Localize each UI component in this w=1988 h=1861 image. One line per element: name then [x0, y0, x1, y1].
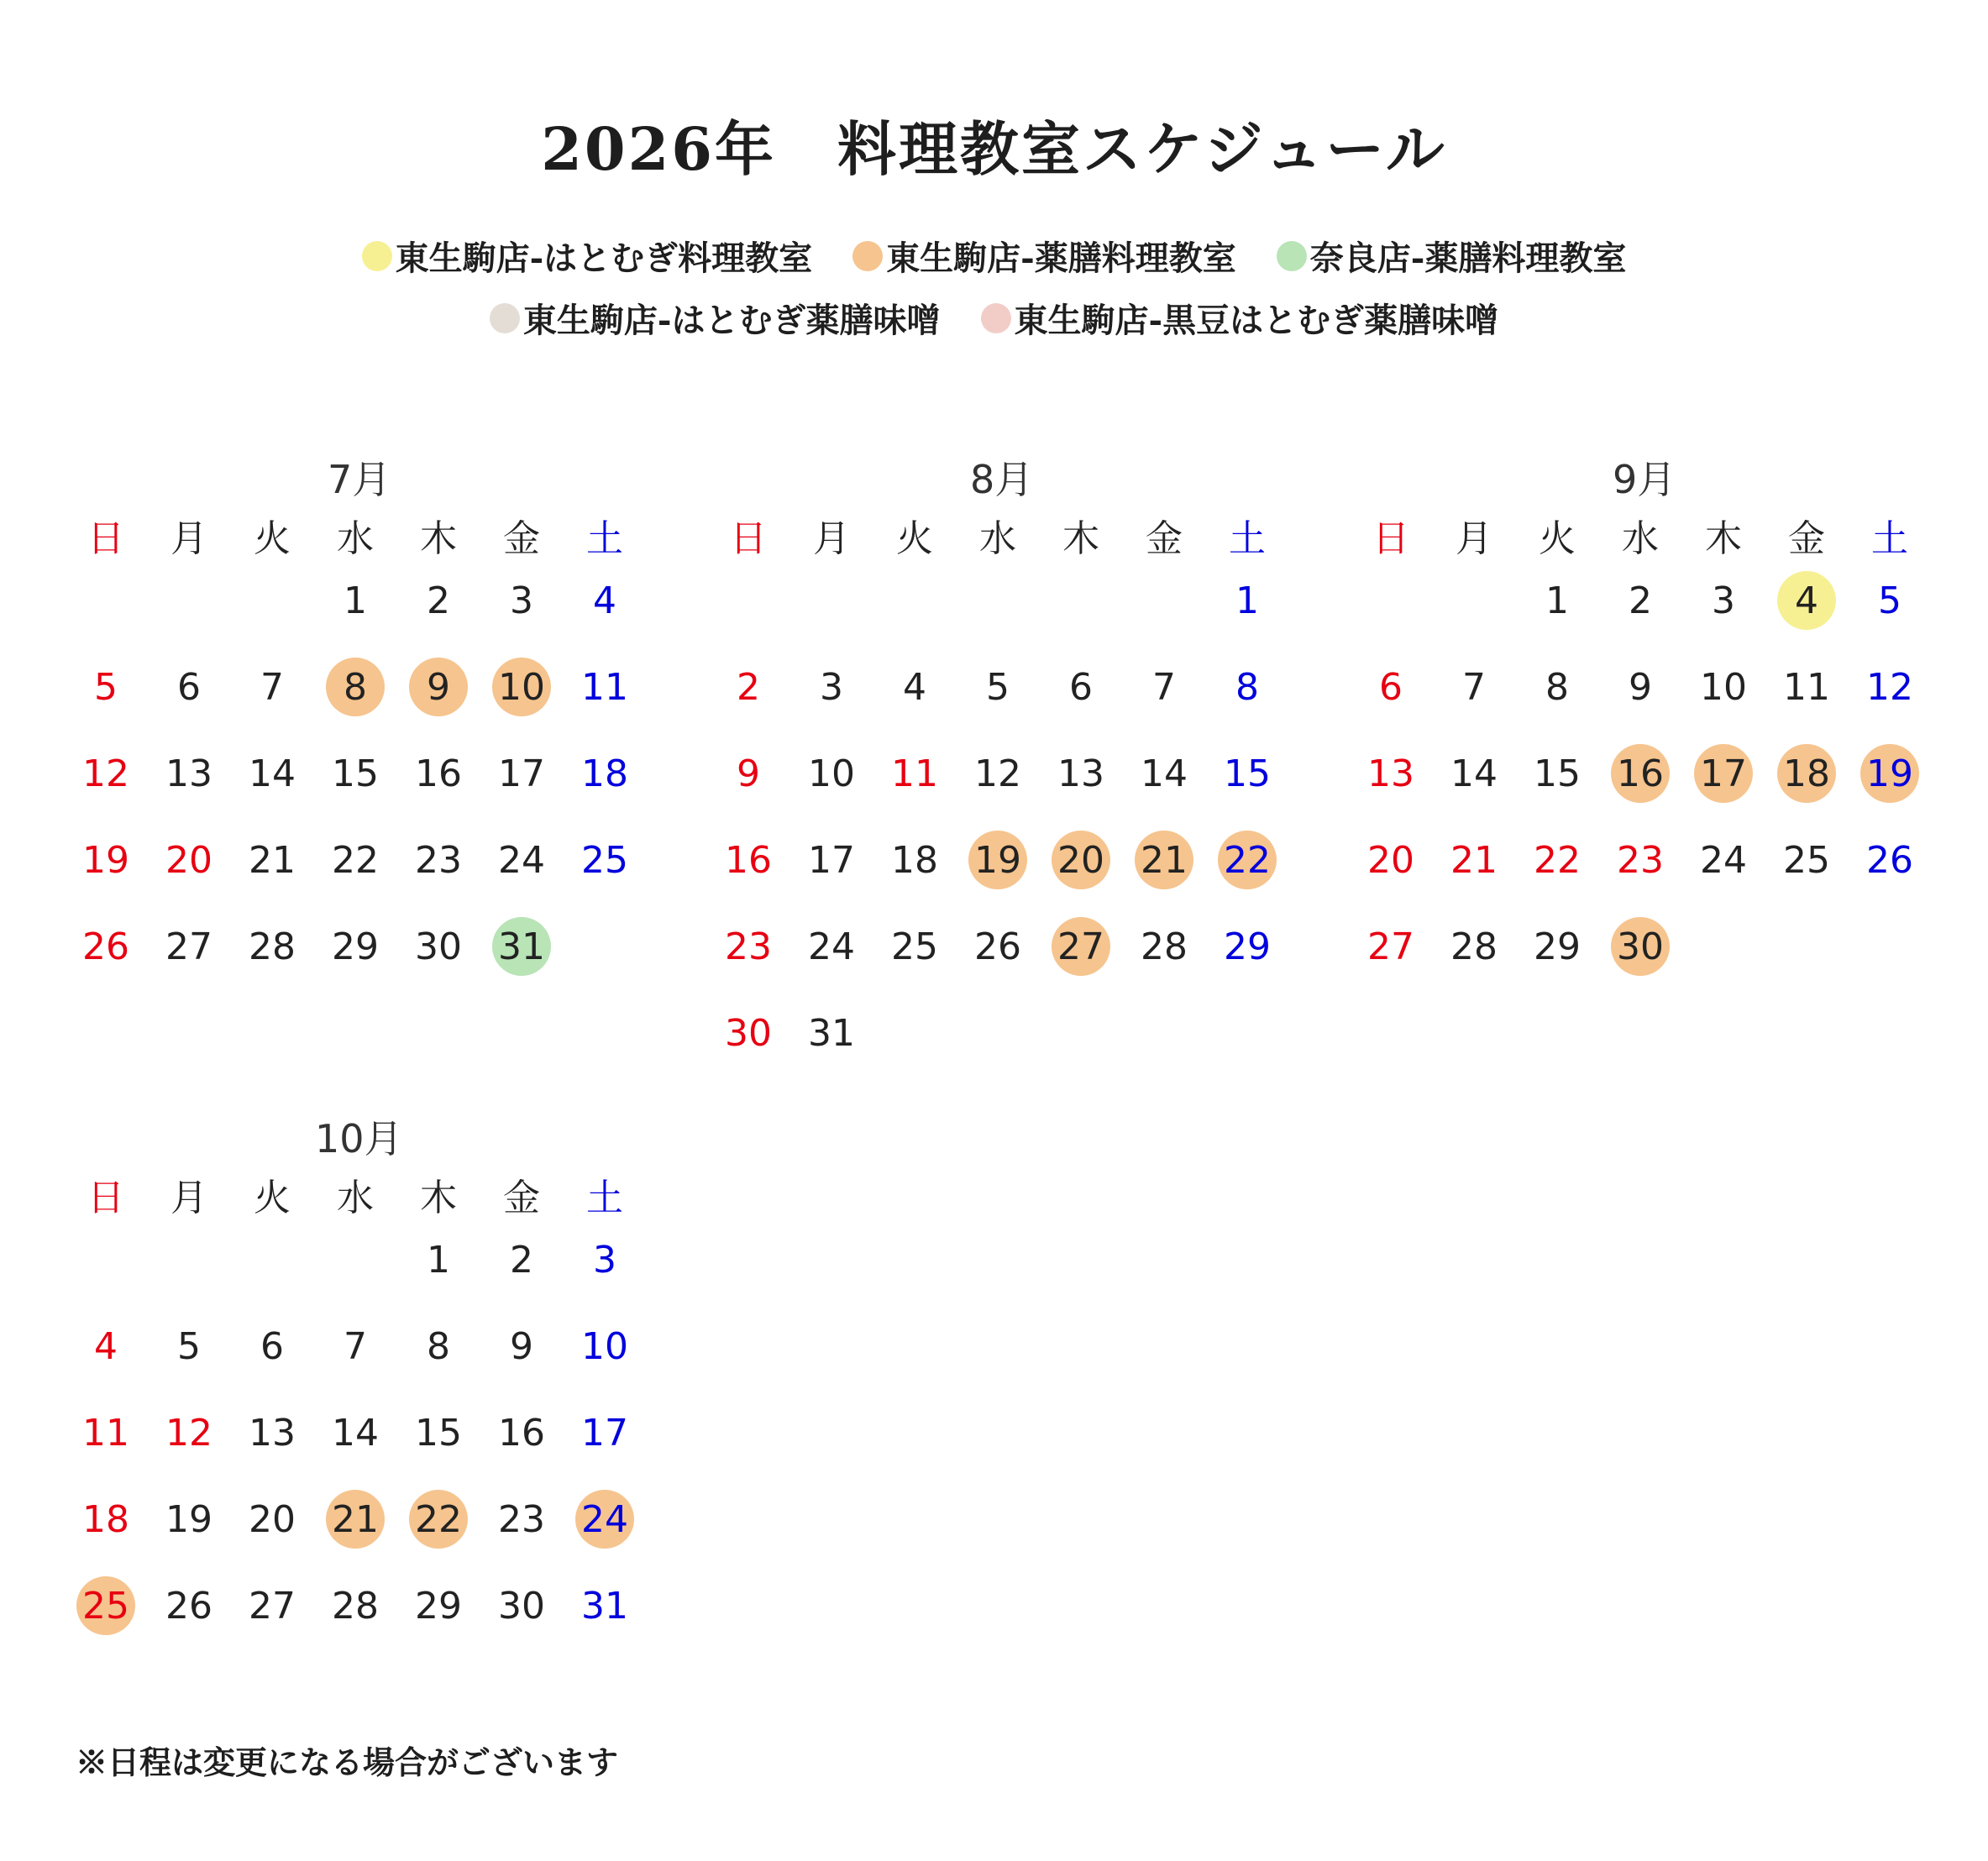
calendar-day: 9	[510, 1324, 533, 1368]
calendar-day: 21	[249, 838, 296, 882]
class-day: 31	[492, 917, 551, 976]
page-title: 2026年 料理教室スケジュール	[541, 114, 1447, 184]
calendar-day: 7	[1462, 665, 1486, 709]
legend-dot-icon	[490, 303, 520, 333]
month-title: 10月	[315, 1116, 403, 1161]
calendar-day: 9	[1629, 665, 1652, 709]
class-day: 19	[1860, 744, 1919, 803]
class-day: 27	[1052, 917, 1110, 976]
weekday-header: 木	[420, 517, 457, 560]
class-day: 22	[409, 1490, 468, 1549]
calendar-day: 12	[974, 752, 1021, 795]
calendar-day: 6	[260, 1324, 284, 1368]
calendar-day: 23	[498, 1497, 545, 1541]
calendar-day: 5	[986, 665, 1010, 709]
legend-item-yakuzen-cooking	[852, 232, 1236, 280]
legend-dot-icon	[852, 241, 883, 271]
legend-item-nara-yakuzen-cooking	[1277, 232, 1627, 280]
calendar-day: 3	[820, 665, 843, 709]
calendar-day: 19	[165, 1497, 212, 1541]
weekday-header: 金	[503, 517, 540, 560]
calendar-day: 2	[427, 579, 450, 622]
calendar-day: 27	[1367, 925, 1414, 968]
legend-label: 東生駒店-薬膳料理教室	[886, 239, 1236, 278]
class-day: 21	[326, 1490, 385, 1549]
legend-item-kuromame-miso	[981, 294, 1499, 342]
calendar-day: 6	[1379, 665, 1403, 709]
calendar-day: 1	[1545, 579, 1569, 622]
weekday-header: 水	[337, 517, 374, 560]
calendar-day: 10	[581, 1324, 628, 1368]
calendar-day: 2	[737, 665, 760, 709]
calendar-day: 31	[808, 1011, 855, 1055]
legend-label: 東生駒店-はとむぎ料理教室	[395, 239, 813, 278]
weekday-header: 水	[979, 517, 1016, 560]
calendar-day: 24	[808, 925, 855, 968]
calendar-day: 9	[737, 752, 760, 795]
calendar-day: 13	[1367, 752, 1414, 795]
calendar-day: 17	[808, 838, 855, 882]
calendar-day: 1	[344, 579, 367, 622]
calendar-day: 7	[344, 1324, 367, 1368]
calendar-day: 8	[1545, 665, 1569, 709]
legend-label: 東生駒店-はとむぎ薬膳味噌	[522, 301, 941, 340]
calendar-day: 28	[1450, 925, 1498, 968]
calendar-day: 5	[1878, 579, 1901, 622]
calendar-day: 1	[1235, 579, 1259, 622]
weekday-header: 水	[337, 1177, 374, 1219]
calendar-day: 28	[332, 1584, 379, 1628]
calendar-day: 15	[1534, 752, 1581, 795]
class-day: 21	[1135, 831, 1193, 889]
calendar-day: 11	[82, 1411, 129, 1455]
calendar-day: 18	[82, 1497, 129, 1541]
calendar-day: 7	[1152, 665, 1176, 709]
month-title: 9月	[1613, 457, 1676, 502]
weekday-header: 木	[1705, 517, 1742, 560]
calendar-day: 17	[581, 1411, 628, 1455]
class-day: 17	[1694, 744, 1753, 803]
calendar-day: 8	[427, 1324, 450, 1368]
calendar-day: 28	[1141, 925, 1188, 968]
calendar-day: 23	[415, 838, 462, 882]
class-day: 22	[1218, 831, 1277, 889]
weekday-header: 火	[254, 517, 291, 560]
class-day: 9	[409, 658, 468, 716]
calendar-day: 30	[498, 1584, 545, 1628]
weekday-header: 月	[170, 517, 207, 560]
calendar-day: 30	[415, 925, 462, 968]
calendar-day: 15	[415, 1411, 462, 1455]
weekday-header: 火	[254, 1177, 291, 1219]
legend-dot-icon	[362, 241, 392, 271]
calendar-day: 26	[82, 925, 129, 968]
calendar-day: 16	[725, 838, 772, 882]
schedule-note: ※日程は変更になる場合がございます	[76, 1743, 619, 1781]
class-day: 24	[575, 1490, 634, 1549]
calendar-day: 18	[891, 838, 938, 882]
legend-label: 奈良店-薬膳料理教室	[1309, 239, 1627, 278]
weekday-header: 木	[420, 1177, 457, 1219]
calendar-day: 14	[332, 1411, 379, 1455]
weekday-header: 金	[503, 1177, 540, 1219]
calendar-day: 12	[82, 752, 129, 795]
calendar-day: 13	[249, 1411, 296, 1455]
calendar-day: 28	[249, 925, 296, 968]
calendar-day: 14	[249, 752, 296, 795]
weekday-header: 金	[1146, 517, 1183, 560]
calendar-day: 12	[1866, 665, 1913, 709]
calendar-day: 20	[1367, 838, 1414, 882]
legend-item-hatomugi-miso	[490, 294, 941, 342]
class-day: 19	[968, 831, 1027, 889]
calendar-day: 7	[260, 665, 284, 709]
calendar-day: 13	[165, 752, 212, 795]
calendar-day: 13	[1057, 752, 1104, 795]
calendar-day: 5	[94, 665, 118, 709]
weekday-header: 木	[1062, 517, 1099, 560]
weekday-header: 土	[1871, 517, 1908, 560]
calendar-day: 4	[593, 579, 616, 622]
calendar-day: 21	[1450, 838, 1498, 882]
legend-row-1	[0, 232, 1988, 280]
calendar-day: 25	[1783, 838, 1830, 882]
calendar-day: 31	[581, 1584, 628, 1628]
calendar-day: 29	[332, 925, 379, 968]
calendar-day: 23	[725, 925, 772, 968]
calendar-day: 16	[498, 1411, 545, 1455]
calendar-day: 27	[249, 1584, 296, 1628]
legend-item-hatomugi-cooking	[362, 232, 813, 280]
calendar-day: 12	[165, 1411, 212, 1455]
weekday-header: 日	[730, 517, 767, 560]
calendar-day: 2	[510, 1238, 533, 1282]
calendar-day: 11	[891, 752, 938, 795]
weekday-header: 月	[1456, 517, 1492, 560]
legend-row-2	[0, 294, 1988, 342]
weekday-header: 水	[1622, 517, 1659, 560]
calendar-day: 26	[165, 1584, 212, 1628]
calendar-day: 18	[581, 752, 628, 795]
month-title: 7月	[328, 457, 391, 502]
calendar-day: 17	[498, 752, 545, 795]
calendar-day: 4	[94, 1324, 118, 1368]
calendar-day: 3	[510, 579, 533, 622]
weekday-header: 火	[1539, 517, 1576, 560]
calendar-day: 10	[808, 752, 855, 795]
calendar-day: 22	[332, 838, 379, 882]
legend-dot-icon	[981, 303, 1011, 333]
calendar-day: 16	[415, 752, 462, 795]
calendar-day: 11	[581, 665, 628, 709]
calendar-day: 26	[974, 925, 1021, 968]
calendar-day: 3	[1712, 579, 1735, 622]
calendar-day: 29	[415, 1584, 462, 1628]
weekday-header: 金	[1788, 517, 1825, 560]
calendar-day: 23	[1617, 838, 1664, 882]
calendar-day: 8	[1235, 665, 1259, 709]
weekday-header: 土	[586, 1177, 623, 1219]
weekday-header: 日	[87, 1177, 124, 1219]
calendar-day: 20	[165, 838, 212, 882]
calendar-day: 14	[1141, 752, 1188, 795]
class-day: 30	[1611, 917, 1670, 976]
calendar-day: 5	[177, 1324, 201, 1368]
calendar-day: 6	[177, 665, 201, 709]
weekday-header: 日	[87, 517, 124, 560]
weekday-header: 土	[1229, 517, 1266, 560]
class-day: 16	[1611, 744, 1670, 803]
class-day: 18	[1777, 744, 1836, 803]
calendar-day: 11	[1783, 665, 1830, 709]
calendar-day: 19	[82, 838, 129, 882]
calendar-day: 30	[725, 1011, 772, 1055]
calendar-day: 26	[1866, 838, 1913, 882]
class-day: 25	[76, 1576, 135, 1635]
calendar-day: 15	[332, 752, 379, 795]
calendar-day: 29	[1534, 925, 1581, 968]
calendar-day: 14	[1450, 752, 1498, 795]
weekday-header: 月	[170, 1177, 207, 1219]
class-day: 10	[492, 658, 551, 716]
calendar-day: 6	[1069, 665, 1093, 709]
calendar-day: 22	[1534, 838, 1581, 882]
legend-label: 東生駒店-黒豆はとむぎ薬膳味噌	[1014, 301, 1499, 340]
calendar-day: 24	[1700, 838, 1747, 882]
calendar-day: 4	[903, 665, 926, 709]
class-day: 8	[326, 658, 385, 716]
calendar-day: 25	[891, 925, 938, 968]
weekday-header: 月	[813, 517, 850, 560]
calendar-day: 25	[581, 838, 628, 882]
calendar-day: 2	[1629, 579, 1652, 622]
class-day: 4	[1777, 571, 1836, 630]
legend-dot-icon	[1277, 241, 1307, 271]
weekday-header: 火	[896, 517, 933, 560]
calendar-day: 3	[593, 1238, 616, 1282]
calendar-day: 15	[1224, 752, 1271, 795]
month-title: 8月	[970, 457, 1034, 502]
calendar-day: 24	[498, 838, 545, 882]
weekday-header: 土	[586, 517, 623, 560]
calendar-day: 1	[427, 1238, 450, 1282]
weekday-header: 日	[1372, 517, 1409, 560]
calendar-day: 27	[165, 925, 212, 968]
calendar-day: 29	[1224, 925, 1271, 968]
class-day: 20	[1052, 831, 1110, 889]
calendar-day: 20	[249, 1497, 296, 1541]
calendar-day: 10	[1700, 665, 1747, 709]
